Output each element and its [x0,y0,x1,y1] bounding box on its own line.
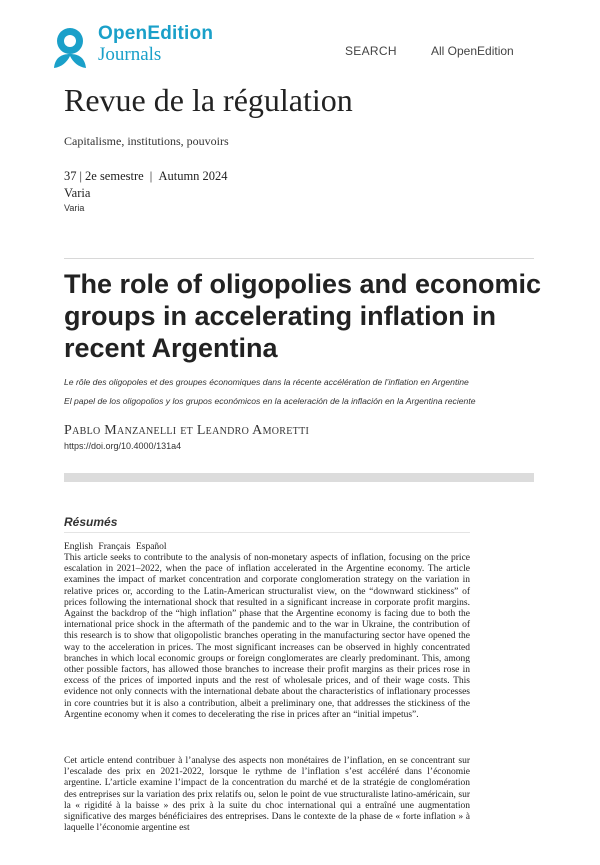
logo-subtitle: Journals [98,44,162,65]
lang-spanish-link[interactable]: Español [135,542,167,552]
issue-semester-link[interactable]: 2e semestre [85,169,144,183]
resumes-divider [64,532,470,533]
abstract-english: This article seeks to contribute to the analysis of non-monetary aspects of inflation, focusing on the price escalation in 2021–2022, when the pace of inflation accelerated in the Argentine economy. The article examines the impact of market concentration and corporate conglomeration strategy on the variation in relative prices or, according to the Latin-American structuralist view, on the “downward stickiness” of prices following the international shock that resulted in a significant increase in corporate profit margins. Against the backdrop of the “high inflation” phase that the Argentine economy is facing due to both the international price shock in the aftermath of the pandemic and to the war in Ukraine, the contribution of this research is to show that oligopolistic branches operating in the manufacturing sector have opened the way to the acceleration in prices. The most significant increases can be observed in highly concentrated branches in which local economic groups or foreign conglomerates are clearly predominant. This, among other possible factors, has allowed those branches to increase their profit margins as their prices rose in excess of the prices of imported inputs and the rest of wholesale prices, and of their wage costs. This evidence not only connects with the international debate about the characteristics of inflationary processes in core countries but it is also a contribution, albeit a preliminary one, that addresses the stickiness of the Argentine economy when it comes to decelerating the rise in prices after an “initial impetus”. [64,553,470,720]
issue-season-link[interactable]: Autumn 2024 [158,169,228,183]
all-openedition-link[interactable]: All OpenEdition [431,44,514,58]
logo-name: OpenEdition [98,23,214,44]
journal-subtitle: Capitalisme, institutions, pouvoirs [64,134,229,148]
header-divider [64,258,534,259]
openedition-logo[interactable] [48,24,213,72]
section-label-small: Varia [64,203,85,213]
language-selector [64,542,170,552]
openedition-logo-icon [48,24,92,72]
issue-info: 37 | 2e semestre | Autumn 2024 [64,169,228,183]
article-title-french: Le rôle des oligopoles et des groupes économiques dans la récente accélération de l’inflation en Argentine [64,377,469,387]
article-title-spanish: El papel de los oligopolios y los grupos económicos en la aceleración de la inflación en la Argentina reciente [64,396,476,406]
search-link[interactable]: SEARCH [345,44,397,58]
journal-title[interactable]: Revue de la régulation [64,82,353,118]
lang-english-link[interactable]: English [64,542,94,552]
site-header [0,0,600,80]
article-authors[interactable]: Pablo Manzanelli et Leandro Amoretti [64,423,310,438]
section-label[interactable]: Varia [64,186,91,200]
resumes-heading: Résumés [64,515,118,529]
grey-separator-bar [64,473,534,482]
abstract-french: Cet article entend contribuer à l’analyse des aspects non monétaires de l’inflation, en se concentrant sur l’escalade des prix en 2021-2022, lorsque le rythme de l’inflation s’est accéléré dans l’économie argentine. L’article examine l’impact de la concentration du marché et de la stratégie de conglomération des entreprises sur la variation des prix relatifs ou, selon le point de vue structuraliste latino-américain, sur la « rigidité à la baisse » des prix à la suite du choc international qui a entraîné une augmentation significative des marges bénéficiaires des entreprises. Dans le contexte de la phase de « forte inflation » à laquelle l’économie argentine est [64,756,470,834]
article-title: The role of oligopolies and economic groups in accelerating inflation in recent Argentina [64,269,542,363]
issue-number-link[interactable]: 37 [64,169,77,183]
doi-link[interactable]: https://doi.org/10.4000/131a4 [64,441,182,451]
lang-french-link[interactable]: Français [98,542,131,552]
